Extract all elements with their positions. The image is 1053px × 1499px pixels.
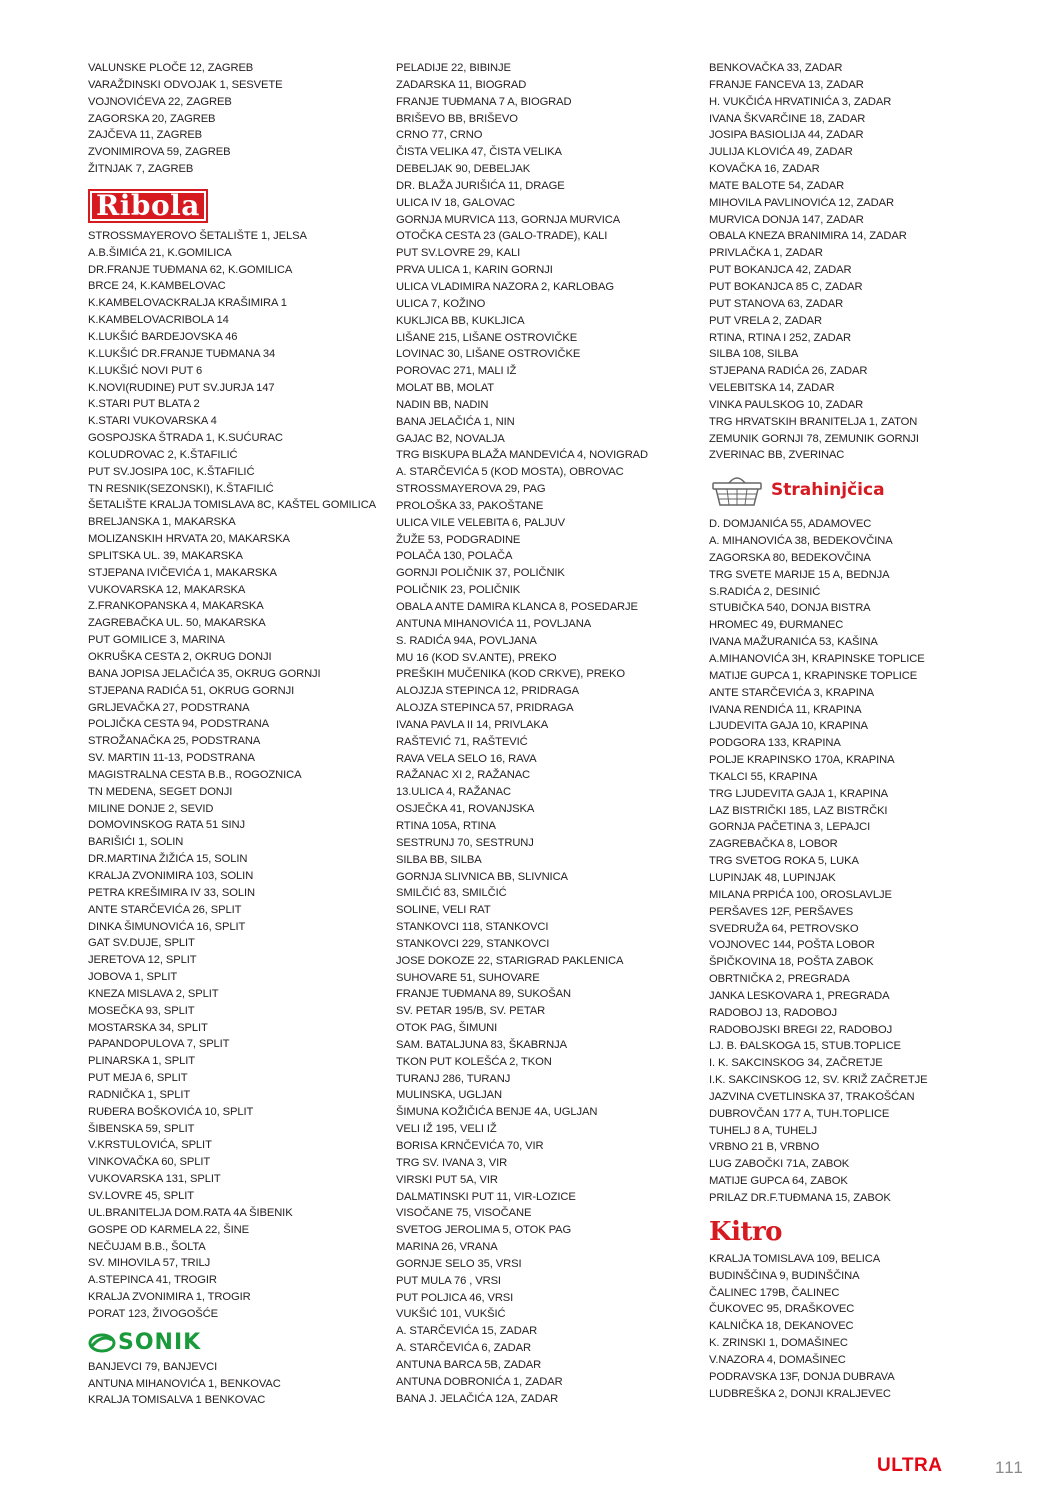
store-address: JAZVINA CVETLINSKA 37, TRAKOŠĆAN — [709, 1090, 915, 1103]
store-address: MATE BALOTE 54, ZADAR — [709, 179, 845, 192]
store-address: ZAGORSKA 80, BEDEKOVČINA — [709, 551, 871, 564]
store-address: STANKOVCI 118, STANKOVCI — [396, 921, 549, 934]
store-address: H. VUKČIĆA HRVATINIĆA 3, ZADAR — [709, 95, 892, 108]
store-address: KOVAČKA 16, ZADAR — [709, 163, 820, 176]
store-address: A. STARČEVIĆA 5 (KOD MOSTA), OBROVAC — [396, 466, 624, 479]
store-address: TRG SVETE MARIJE 15 A, BEDNJA — [709, 568, 890, 581]
store-address: POLJE KRAPINSKO 170A, KRAPINA — [709, 754, 895, 767]
store-address: KOLUDROVAC 2, K.ŠTAFILIĆ — [88, 448, 238, 461]
store-address: TKON PUT KOLEŠĆA 2, TKON — [396, 1055, 552, 1068]
store-address: ZEMUNIK GORNJI 78, ZEMUNIK GORNJI — [709, 432, 919, 445]
store-address: LIŠANE 215, LIŠANE OSTROVIČKE — [396, 331, 578, 344]
store-address: LUPINJAK 48, LUPINJAK — [709, 871, 836, 884]
store-address: VALUNSKE PLOČE 12, ZAGREB — [88, 62, 254, 74]
store-address: GAJAC B2, NOVALJA — [396, 432, 505, 445]
store-address: MU 16 (KOD SV.ANTE), PREKO — [396, 651, 557, 664]
store-address: POROVAC 271, MALI IŽ — [396, 365, 517, 378]
store-address: FRANJE TUĐMANA 89, SUKOŠAN — [396, 988, 571, 1001]
store-address: PUT POLJICA 46, VRSI — [396, 1291, 514, 1304]
sonik-swirl-icon — [88, 1332, 116, 1354]
store-address: TRG LJUDEVITA GAJA 1, KRAPINA — [709, 787, 889, 800]
store-address: BUDINŠČINA 9, BUDINŠČINA — [709, 1269, 860, 1282]
store-address: SILBA 108, SILBA — [709, 348, 799, 361]
store-address: DUBROVČAN 177 A, TUH.TOPLICE — [709, 1107, 890, 1120]
store-address: BARIŠIĆI 1, SOLIN — [88, 836, 184, 849]
ribola-logo-text: Ribola — [88, 189, 208, 223]
store-address: DALMATINSKI PUT 11, VIR-LOZICE — [396, 1190, 576, 1203]
store-address: ČISTA VELIKA 47, ČISTA VELIKA — [396, 146, 562, 159]
store-address: RADOBOJSKI BREGI 22, RADOBOJ — [709, 1023, 893, 1036]
store-address: LAZ BISTRIČKI 185, LAZ BISTRČKI — [709, 804, 888, 817]
store-address: PAPANDOPULOVA 7, SPLIT — [88, 1038, 230, 1051]
store-address: RAŽANAC XI 2, RAŽANAC — [396, 769, 531, 782]
store-address: OBALA KNEZA BRANIMIRA 14, ZADAR — [709, 230, 907, 243]
store-address: ANTUNA BARCA 5B, ZADAR — [396, 1358, 542, 1371]
store-address: S. RADIĆA 94A, POVLJANA — [396, 634, 537, 647]
store-address: VELI IŽ 195, VELI IŽ — [396, 1123, 497, 1136]
store-address: ZAJČEVA 11, ZAGREB — [88, 129, 203, 142]
store-address: VINKA PAULSKOG 10, ZADAR — [709, 398, 864, 411]
store-address: A.B.ŠIMIĆA 21, K.GOMILICA — [88, 246, 232, 259]
store-address: GAT SV.DUJE, SPLIT — [88, 937, 195, 950]
column-1 — [88, 60, 378, 1409]
store-address: ZAGREBAČKA 8, LOBOR — [709, 838, 838, 851]
store-address: NADIN BB, NADIN — [396, 398, 489, 411]
store-address: PUT BOKANJCA 85 C, ZADAR — [709, 280, 863, 293]
store-address: DR.FRANJE TUĐMANA 62, K.GOMILICA — [88, 263, 293, 276]
store-address: PRVA ULICA 1, KARIN GORNJI — [396, 264, 553, 277]
store-address: SMILČIĆ 83, SMILČIĆ — [396, 887, 507, 900]
store-address: SILBA BB, SILBA — [396, 853, 482, 866]
basket-icon — [709, 471, 765, 509]
store-address: TURANJ 286, TURANJ — [396, 1072, 511, 1085]
store-address: MARINA 26, VRANA — [396, 1241, 498, 1254]
kitro-logo — [709, 1215, 1009, 1249]
store-address: ANTUNA DOBRONIĆA 1, ZADAR — [396, 1375, 563, 1388]
store-address: IVANA ŠKVARČINE 18, ZADAR — [709, 112, 866, 125]
store-address: TN MEDENA, SEGET DONJI — [88, 785, 233, 798]
store-address: SV. MARTIN 11-13, PODSTRANA — [88, 752, 255, 765]
store-address: GORNJA PAČETINA 3, LEPAJCI — [709, 821, 871, 834]
store-address: UL.BRANITELJA DOM.RATA 4A ŠIBENIK — [88, 1206, 293, 1219]
store-address: RADOBOJ 13, RADOBOJ — [709, 1006, 838, 1019]
ribola-logo — [88, 186, 378, 226]
store-address: POLAČA 130, POLAČA — [396, 550, 513, 563]
store-address: LOVINAC 30, LIŠANE OSTROVIČKE — [396, 348, 581, 361]
store-list-zadar-region — [396, 60, 696, 1408]
store-address: ANTUNA MIHANOVIĆA 11, POVLJANA — [396, 617, 592, 630]
store-address: MATIJE GUPCA 1, KRAPINSKE TOPLICE — [709, 669, 918, 682]
store-address: VUKOVARSKA 12, MAKARSKA — [88, 583, 246, 596]
store-address: ANTE STARČEVIĆA 26, SPLIT — [88, 903, 242, 916]
store-address: IVANA RENDIĆA 11, KRAPINA — [709, 703, 862, 716]
store-address: ZVERINAC BB, ZVERINAC — [709, 449, 845, 462]
store-address: Z.FRANKOPANSKA 4, MAKARSKA — [88, 600, 264, 613]
store-address: JOBOVA 1, SPLIT — [88, 971, 178, 984]
store-address: VINKOVAČKA 60, SPLIT — [88, 1156, 211, 1169]
store-address: VIRSKI PUT 5A, VIR — [396, 1173, 498, 1186]
store-address: PROLOŠKA 33, PAKOŠTANE — [396, 499, 544, 512]
store-address: HROMEC 49, ĐURMANEC — [709, 619, 844, 632]
store-list-strahinjcica — [709, 516, 1009, 1207]
store-address: SUHOVARE 51, SUHOVARE — [396, 971, 540, 984]
store-address: PODRAVSKA 13F, DONJA DUBRAVA — [709, 1370, 895, 1383]
store-address: STANKOVCI 229, STANKOVCI — [396, 937, 550, 950]
store-address: SPLITSKA UL. 39, MAKARSKA — [88, 549, 243, 562]
store-address: MOSEČKA 93, SPLIT — [88, 1004, 195, 1017]
store-address: BORISA KRNČEVIĆA 70, VIR — [396, 1140, 544, 1152]
store-address: STROSSMAYEROVA 29, PAG — [396, 483, 546, 496]
store-address: FRANJE TUĐMANA 7 A, BIOGRAD — [396, 95, 572, 108]
store-list-zadar — [709, 60, 1009, 464]
store-address: PUT STANOVA 63, ZADAR — [709, 297, 844, 310]
store-address: DEBELJAK 90, DEBELJAK — [396, 163, 531, 176]
store-address: TKALCI 55, KRAPINA — [709, 770, 818, 783]
store-address: OTOK PAG, ŠIMUNI — [396, 1022, 498, 1035]
store-address: JERETOVA 12, SPLIT — [88, 954, 197, 967]
store-address: ULICA VLADIMIRA NAZORA 2, KARLOBAG — [396, 280, 614, 293]
store-address: ULICA VILE VELEBITA 6, PALJUV — [396, 516, 565, 529]
kitro-logo-text: Kitro — [709, 1216, 783, 1247]
store-address: MATIJE GUPCA 64, ZABOK — [709, 1175, 848, 1188]
page-number: 111 — [995, 1458, 1024, 1477]
sonik-logo-text: SONIK — [118, 1330, 202, 1356]
store-address: TRG BISKUPA BLAŽA MANDEVIĆA 4, NOVIGRAD — [396, 449, 649, 462]
store-address: K.KAMBELOVACKRALJA KRAŠIMIRA 1 — [88, 297, 287, 310]
store-address: ULICA IV 18, GALOVAC — [396, 196, 516, 209]
store-address: ZVONIMIROVA 59, ZAGREB — [88, 146, 231, 159]
store-address: GORNJI POLIČNIK 37, POLIČNIK — [396, 567, 565, 580]
store-address: SV.LOVRE 45, SPLIT — [88, 1190, 194, 1202]
store-address: K.KAMBELOVACRIBOLA 14 — [88, 314, 229, 327]
store-address: CRNO 77, CRNO — [396, 129, 483, 142]
store-address: OSJEČKA 41, ROVANJSKA — [396, 803, 535, 816]
store-address: SOLINE, VELI RAT — [396, 904, 491, 917]
store-address: PRILAZ DR.F.TUĐMANA 15, ZABOK — [709, 1192, 891, 1204]
store-list-kitro — [709, 1251, 1009, 1403]
store-address: DR. BLAŽA JURIŠIĆA 11, DRAGE — [396, 179, 565, 192]
store-address: KALNIČKA 18, DEKANOVEC — [709, 1320, 854, 1333]
store-address: OBALA ANTE DAMIRA KLANCA 8, POSEDARJE — [396, 601, 638, 613]
store-address: ŠIMUNA KOŽIČIĆA BENJE 4A, UGLJAN — [396, 1106, 598, 1119]
store-address: K.LUKŠIĆ DR.FRANJE TUĐMANA 34 — [88, 347, 276, 360]
store-address: GORNJA SLIVNICA BB, SLIVNICA — [396, 870, 568, 883]
store-address: A. STARČEVIĆA 6, ZADAR — [396, 1342, 531, 1355]
store-address: MIHOVILA PAVLINOVIĆA 12, ZADAR — [709, 196, 894, 209]
store-address: PLINARSKA 1, SPLIT — [88, 1055, 196, 1068]
store-address: BANJEVCI 79, BANJEVCI — [88, 1360, 218, 1373]
store-address: DOMOVINSKOG RATA 51 SINJ — [88, 819, 245, 832]
store-address: ŠETALIŠTE KRALJA TOMISLAVA 8C, KAŠTEL GOMILICA — [88, 499, 377, 512]
store-address: BANA JELAČIĆA 1, NIN — [396, 415, 515, 428]
store-address: TRG SV. IVANA 3, VIR — [396, 1156, 508, 1169]
store-address: GORNJA MURVICA 113, GORNJA MURVICA — [396, 213, 621, 226]
store-address: MOLAT BB, MOLAT — [396, 382, 494, 395]
store-address: ALOJZJA STEPINCA 12, PRIDRAGA — [396, 685, 579, 698]
store-address: BENKOVAČKA 33, ZADAR — [709, 62, 843, 74]
column-3 — [709, 60, 1009, 1402]
store-address: SVEDRUŽA 64, PETROVSKO — [709, 922, 859, 935]
store-address: GORNJE SELO 35, VRSI — [396, 1257, 522, 1270]
store-address: GRLJEVAČKA 27, PODSTRANA — [88, 701, 250, 714]
store-address: BANA JOPISA JELAČIĆA 35, OKRUG GORNJI — [88, 667, 321, 680]
store-address: PERŠAVES 12F, PERŠAVES — [709, 905, 854, 918]
sonik-logo — [88, 1327, 378, 1359]
store-address: LJUDEVITA GAJA 10, KRAPINA — [709, 720, 868, 733]
store-address: SV. MIHOVILA 57, TRILJ — [88, 1257, 211, 1270]
store-address: BANA J. JELAČIĆA 12A, ZADAR — [396, 1392, 559, 1405]
store-address: LUDBREŠKA 2, DONJI KRALJEVEC — [709, 1387, 891, 1400]
store-address: PORAT 123, ŽIVOGOŠĆE — [88, 1307, 219, 1320]
store-address: GOSPOJSKA ŠTRADA 1, K.SUĆURAC — [88, 432, 283, 445]
store-address: RTINA, RTINA I 252, ZADAR — [709, 331, 851, 344]
store-address: LUG ZABOČKI 71A, ZABOK — [709, 1158, 850, 1171]
store-address: TRG SVETOG ROKA 5, LUKA — [709, 855, 859, 868]
store-address: ZAGREBAČKA UL. 50, MAKARSKA — [88, 617, 266, 630]
store-address: PREŠKIH MUČENIKA (KOD CRKVE), PREKO — [396, 668, 625, 681]
store-address: ULICA 7, KOŽINO — [396, 297, 486, 310]
store-address: STJEPANA RADIĆA 26, ZADAR — [709, 365, 868, 378]
store-address: MURVICA DONJA 147, ZADAR — [709, 213, 864, 226]
store-address: VUKŠIĆ 101, VUKŠIĆ — [396, 1308, 506, 1321]
store-address: PUT BOKANJCA 42, ZADAR — [709, 264, 852, 277]
store-address: MOLIZANSKIH HRVATA 20, MAKARSKA — [88, 533, 290, 546]
store-address: ŠPIČKOVINA 18, POŠTA ZABOK — [709, 956, 874, 969]
store-address: VRBNO 21 B, VRBNO — [709, 1141, 820, 1154]
store-address: STJEPANA RADIĆA 51, OKRUG GORNJI — [88, 684, 295, 697]
store-address: OBRTNIČKA 2, PREGRADA — [709, 973, 850, 986]
strahinjcica-logo — [709, 470, 1009, 510]
store-address: PUT GOMILICE 3, MARINA — [88, 634, 225, 647]
store-address: K.NOVI(RUDINE) PUT SV.JURJA 147 — [88, 381, 275, 394]
store-address: A.MIHANOVIĆA 3H, KRAPINSKE TOPLICE — [709, 653, 925, 665]
store-address: V.KRSTULOVIĆA, SPLIT — [88, 1139, 212, 1152]
store-address: VOJNOVEC 144, POŠTA LOBOR — [709, 939, 875, 952]
store-address: MOSTARSKA 34, SPLIT — [88, 1021, 208, 1034]
store-address: JOSE DOKOZE 22, STARIGRAD PAKLENICA — [396, 954, 624, 967]
store-address: JOSIPA BASIOLIJA 44, ZADAR — [709, 129, 864, 142]
store-address: RTINA 105A, RTINA — [396, 819, 496, 832]
store-address: IVANA PAVLA II 14, PRIVLAKA — [396, 718, 549, 731]
store-address: PUT SV.JOSIPA 10C, K.ŠTAFILIĆ — [88, 465, 255, 478]
store-address: A. STARČEVIĆA 15, ZADAR — [396, 1325, 538, 1338]
store-address: VELEBITSKA 14, ZADAR — [709, 382, 835, 395]
store-address: BRCE 24, K.KAMBELOVAC — [88, 280, 226, 293]
store-address: K.LUKŠIĆ NOVI PUT 6 — [88, 364, 203, 377]
store-address: PRIVLAČKA 1, ZADAR — [709, 247, 823, 260]
store-address: SESTRUNJ 70, SESTRUNJ — [396, 836, 534, 849]
store-address: OTOČKA CESTA 23 (GALO-TRADE), KALI — [396, 230, 608, 243]
store-address: POLIČNIK 23, POLIČNIK — [396, 584, 521, 597]
store-address: NEČUJAM B.B., ŠOLTA — [88, 1240, 206, 1253]
store-address: A. MIHANOVIĆA 38, BEDEKOVČINA — [709, 535, 893, 548]
store-address: VARAŽDINSKI ODVOJAK 1, SESVETE — [88, 78, 283, 91]
store-address: SV. PETAR 195/B, SV. PETAR — [396, 1005, 546, 1018]
store-address: ČUKOVEC 95, DRAŠKOVEC — [709, 1303, 855, 1316]
store-list-sonik — [88, 1359, 378, 1410]
store-address: KUKLJICA BB, KUKLJICA — [396, 314, 525, 327]
store-address: VISOČANE 75, VISOČANE — [396, 1207, 532, 1220]
store-address: ZAGORSKA 20, ZAGREB — [88, 112, 216, 125]
strahinjcica-logo-text: Strahinjčica — [771, 480, 885, 501]
store-address: VOJNOVIĆEVA 22, ZAGREB — [88, 95, 232, 108]
store-address: ANTUNA MIHANOVIĆA 1, BENKOVAC — [88, 1377, 281, 1390]
store-address: FRANJE FANCEVA 13, ZADAR — [709, 78, 864, 91]
store-address: STUBIČKA 540, DONJA BISTRA — [709, 602, 871, 615]
store-address: JANKA LESKOVARA 1, PREGRADA — [709, 989, 890, 1002]
footer-brand: ULTRA — [877, 1455, 943, 1476]
store-address: STROŽANAČKA 25, PODSTRANA — [88, 735, 261, 748]
store-address: ŽUŽE 53, PODGRADINE — [396, 533, 521, 546]
store-address: RUĐERA BOŠKOVIĆA 10, SPLIT — [88, 1105, 254, 1118]
store-address: I.K. SAKCINSKOG 12, SV. KRIŽ ZAČRETJE — [709, 1074, 928, 1087]
store-address: K.STARI VUKOVARSKA 4 — [88, 415, 217, 428]
store-address: ANTE STARČEVIĆA 3, KRAPINA — [709, 686, 875, 699]
store-address: S.RADIĆA 2, DESINIĆ — [709, 585, 821, 598]
store-address: SAM. BATALJUNA 83, ŠKABRNJA — [396, 1038, 567, 1051]
store-address: V.NAZORA 4, DOMAŠINEC — [709, 1353, 846, 1366]
store-address: PUT MULA 76 , VRSI — [396, 1274, 501, 1287]
store-address: PUT VRELA 2, ZADAR — [709, 314, 823, 327]
store-address: STJEPANA IVIČEVIĆA 1, MAKARSKA — [88, 566, 277, 579]
store-address: RADNIČKA 1, SPLIT — [88, 1088, 191, 1101]
store-address: ALOJZA STEPINCA 57, PRIDRAGA — [396, 702, 574, 715]
store-address: ZADARSKA 11, BIOGRAD — [396, 78, 527, 91]
store-address: SVETOG JEROLIMA 5, OTOK PAG — [396, 1224, 572, 1237]
store-address: A.STEPINCA 41, TROGIR — [88, 1274, 217, 1287]
store-address: PUT MEJA 6, SPLIT — [88, 1072, 188, 1085]
store-address: MAGISTRALNA CESTA B.B., ROGOZNICA — [88, 768, 302, 781]
store-address: K. ZRINSKI 1, DOMAŠINEC — [709, 1337, 848, 1350]
store-address: BRIŠEVO BB, BRIŠEVO — [396, 112, 518, 125]
store-address: BRELJANSKA 1, MAKARSKA — [88, 516, 236, 529]
store-address: TRG HRVATSKIH BRANITELJA 1, ZATON — [709, 415, 918, 428]
store-address: PODGORA 133, KRAPINA — [709, 737, 841, 750]
store-address: ŽITNJAK 7, ZAGREB — [88, 163, 194, 176]
store-address: POLJIČKA CESTA 94, PODSTRANA — [88, 718, 270, 731]
store-address: TN RESNIK(SEZONSKI), K.ŠTAFILIĆ — [88, 482, 274, 495]
store-address: KRALJA TOMISALVA 1 BENKOVAC — [88, 1394, 266, 1407]
store-address: PETRA KREŠIMIRA IV 33, SOLIN — [88, 886, 255, 899]
store-address: 13.ULICA 4, RAŽANAC — [396, 786, 511, 799]
store-address: D. DOMJANIĆA 55, ADAMOVEC — [709, 518, 872, 531]
store-address: KNEZA MISLAVA 2, SPLIT — [88, 987, 219, 1000]
store-address: I. K. SAKCINSKOG 34, ZAČRETJE — [709, 1057, 883, 1070]
store-address: PELADIJE 22, BIBINJE — [396, 62, 511, 74]
store-address: IVANA MAŽURANIĆA 53, KAŠINA — [709, 636, 878, 649]
store-address: ČALINEC 179B, ČALINEC — [709, 1286, 840, 1299]
column-2 — [396, 60, 696, 1408]
store-address: OKRUŠKA CESTA 2, OKRUG DONJI — [88, 651, 272, 663]
store-address: DR.MARTINA ŽIŽIĆA 15, SOLIN — [88, 853, 248, 866]
store-address: PUT SV.LOVRE 29, KALI — [396, 247, 521, 260]
store-address: DINKA ŠIMUNOVIĆA 16, SPLIT — [88, 920, 246, 933]
store-address: LJ. B. ĐALSKOGA 15, STUB.TOPLICE — [709, 1040, 901, 1053]
store-address: GOSPE OD KARMELA 22, ŠINE — [88, 1223, 250, 1236]
store-address: K.STARI PUT BLATA 2 — [88, 398, 200, 411]
store-address: KRALJA ZVONIMIRA 1, TROGIR — [88, 1291, 251, 1304]
store-address: JULIJA KLOVIĆA 49, ZADAR — [709, 146, 853, 159]
store-address: STROSSMAYEROVO ŠETALIŠTE 1, JELSA — [88, 229, 307, 242]
store-address: MILINE DONJE 2, SEVID — [88, 802, 214, 815]
store-address: ŠIBENSKA 59, SPLIT — [88, 1122, 195, 1135]
store-list-zagreb — [88, 60, 378, 178]
store-address: RAVA VELA SELO 16, RAVA — [396, 752, 537, 765]
store-list-ribola — [88, 228, 378, 1323]
store-address: TUHELJ 8 A, TUHELJ — [709, 1124, 818, 1137]
store-address: KRALJA TOMISLAVA 109, BELICA — [709, 1252, 881, 1265]
store-address: K.LUKŠIĆ BARDEJOVSKA 46 — [88, 330, 238, 343]
store-address: KRALJA ZVONIMIRA 103, SOLIN — [88, 869, 254, 882]
store-address: VUKOVARSKA 131, SPLIT — [88, 1173, 221, 1186]
store-address: MULINSKA, UGLJAN — [396, 1089, 502, 1102]
store-address: MILANA PRPIĆA 100, OROSLAVLJE — [709, 888, 892, 901]
store-address: RAŠTEVIĆ 71, RAŠTEVIĆ — [396, 735, 528, 748]
